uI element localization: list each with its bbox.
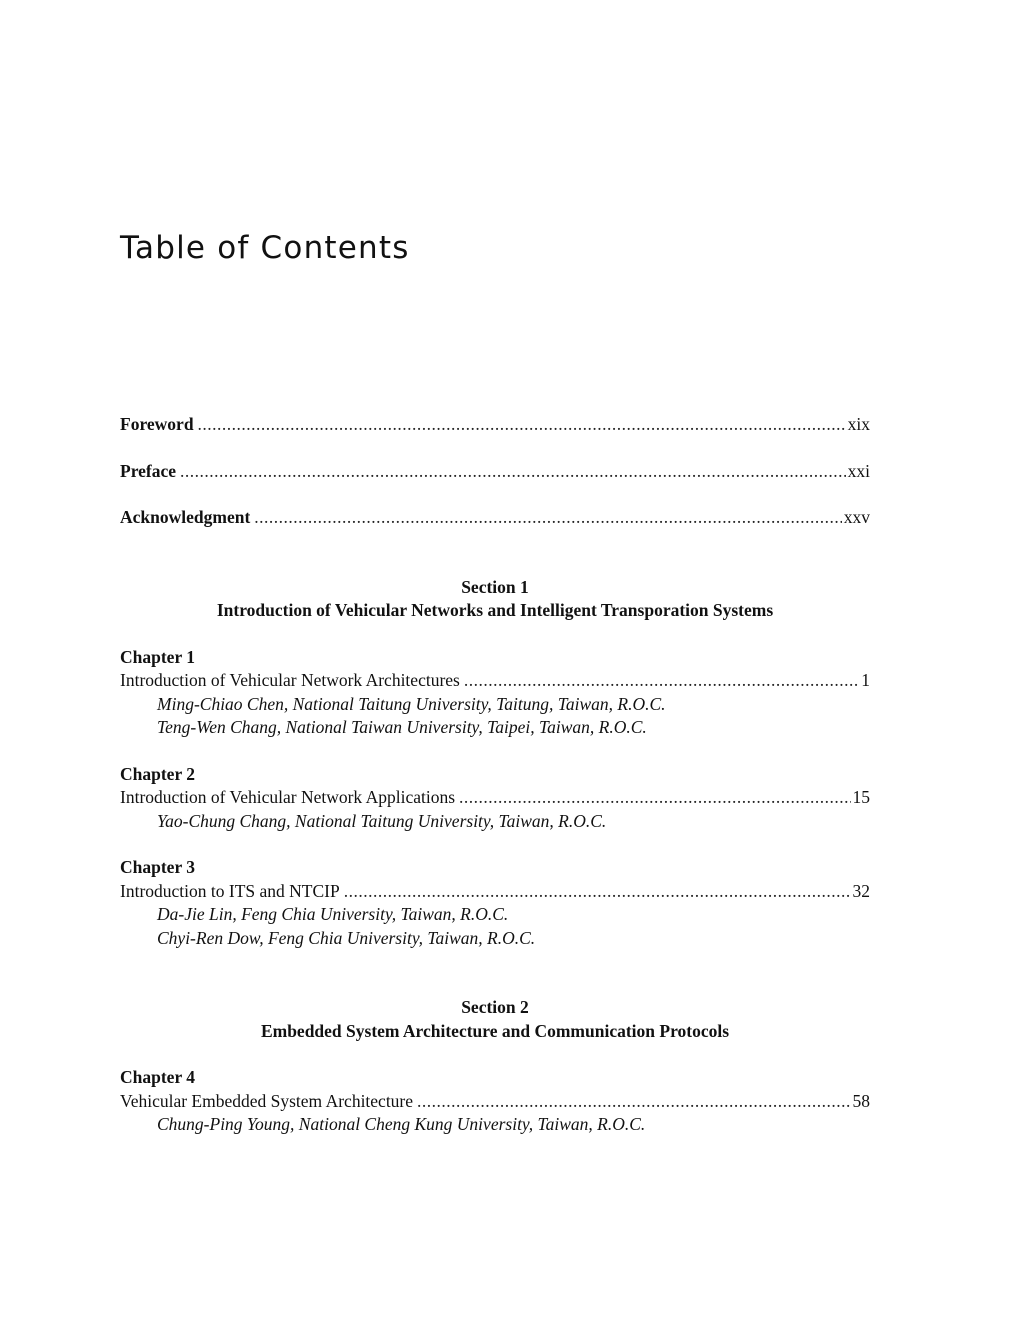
section-heading-block <box>120 576 870 623</box>
chapter-author: Chyi-Ren Dow, Feng Chia University, Taiwan, R.O.C. <box>157 927 536 948</box>
chapter-author: Da-Jie Lin, Feng Chia University, Taiwan, R.O.C. <box>157 904 509 924</box>
entry-label: Preface <box>120 460 177 481</box>
toc-entry-acknowledgment[interactable] <box>120 506 870 530</box>
page-number: 58 <box>852 1090 870 1111</box>
toc-entry-foreword[interactable] <box>120 413 870 437</box>
table-of-contents <box>120 413 870 1137</box>
entry-label: Acknowledgment <box>120 507 251 527</box>
dot-leader <box>180 460 846 484</box>
chapter-heading: Chapter 4 <box>120 1067 196 1087</box>
section-number: Section 2 <box>461 997 529 1017</box>
page-number: 15 <box>852 787 870 807</box>
chapter-author: Teng-Wen Chang, National Taiwan University, Taipei, Taiwan, R.O.C. <box>157 717 647 737</box>
toc-entry-chapter-2[interactable] <box>120 786 870 810</box>
page-number: 1 <box>861 670 870 690</box>
page-number: xxi <box>847 460 870 481</box>
chapter-title: Introduction to ITS and NTCIP <box>120 880 340 901</box>
chapter-author: Yao-Chung Chang, National Taitung University, Taiwan, R.O.C. <box>157 810 607 831</box>
chapter-title: Introduction of Vehicular Network Architectures <box>120 670 460 690</box>
section-heading-block <box>120 996 870 1043</box>
dot-leader <box>254 506 841 530</box>
toc-entry-chapter-3[interactable] <box>120 880 870 904</box>
section-title: Introduction of Vehicular Networks and Intelligent Transporation Systems <box>216 600 774 620</box>
page-number: xix <box>847 414 870 434</box>
toc-entry-preface[interactable] <box>120 460 870 484</box>
chapter-title: Vehicular Embedded System Architecture <box>120 1090 414 1111</box>
dot-leader <box>344 880 851 904</box>
section-title: Embedded System Architecture and Communication Protocols <box>260 1020 730 1041</box>
dot-leader <box>459 786 850 810</box>
section-number: Section 1 <box>461 576 529 597</box>
page-number: xxv <box>843 507 870 527</box>
dot-leader <box>198 413 846 437</box>
chapter-heading: Chapter 1 <box>120 646 196 667</box>
chapter-heading: Chapter 2 <box>120 763 196 784</box>
page-number: 32 <box>852 880 870 901</box>
chapter-author: Chung-Ping Young, National Cheng Kung University, Taiwan, R.O.C. <box>157 1114 646 1134</box>
toc-entry-chapter-4[interactable] <box>120 1090 870 1114</box>
chapter-heading: Chapter 3 <box>120 857 196 877</box>
page-title: Table of Contents <box>120 230 410 266</box>
chapter-author: Ming-Chiao Chen, National Taitung University, Taitung, Taiwan, R.O.C. <box>157 693 666 714</box>
chapter-title: Introduction of Vehicular Network Applications <box>120 787 456 807</box>
entry-label: Foreword <box>120 414 194 434</box>
dot-leader <box>464 669 859 693</box>
dot-leader <box>417 1090 850 1114</box>
toc-entry-chapter-1[interactable] <box>120 669 870 693</box>
